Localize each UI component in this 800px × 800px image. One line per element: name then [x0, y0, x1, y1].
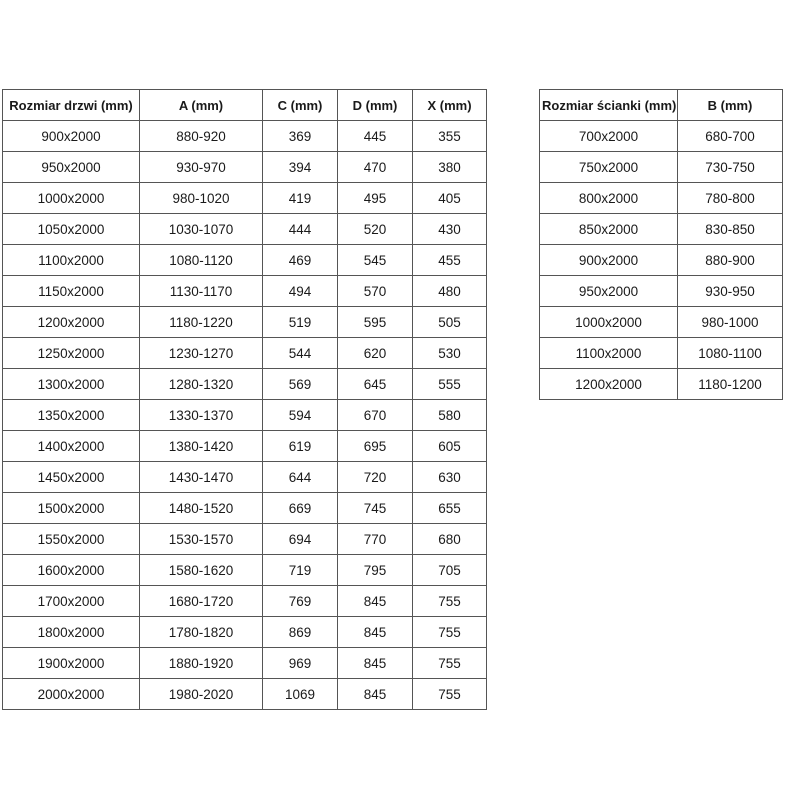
- table-cell: 720: [338, 462, 413, 493]
- table-cell: 430: [413, 214, 487, 245]
- wall-table-body: [540, 121, 783, 400]
- table-cell: 519: [263, 307, 338, 338]
- table-cell: 1800x2000: [3, 617, 140, 648]
- header-row: [3, 90, 487, 121]
- table-cell: 770: [338, 524, 413, 555]
- table-cell: 969: [263, 648, 338, 679]
- table-cell: 1430-1470: [140, 462, 263, 493]
- table-row: [540, 245, 783, 276]
- table-row: [3, 648, 487, 679]
- table-cell: 1080-1100: [678, 338, 783, 369]
- table-cell: 1530-1570: [140, 524, 263, 555]
- column-header-wall-size: Rozmiar ścianki (mm): [540, 90, 678, 121]
- table-cell: 530: [413, 338, 487, 369]
- table-cell: 1100x2000: [3, 245, 140, 276]
- table-cell: 380: [413, 152, 487, 183]
- column-header-d: D (mm): [338, 90, 413, 121]
- column-header-c: C (mm): [263, 90, 338, 121]
- column-header-a: A (mm): [140, 90, 263, 121]
- table-cell: 544: [263, 338, 338, 369]
- door-table-header: [3, 90, 487, 121]
- table-cell: 900x2000: [3, 121, 140, 152]
- column-header-b: B (mm): [678, 90, 783, 121]
- table-cell: 719: [263, 555, 338, 586]
- table-row: [540, 183, 783, 214]
- table-cell: 619: [263, 431, 338, 462]
- table-cell: 930-950: [678, 276, 783, 307]
- table-cell: 1880-1920: [140, 648, 263, 679]
- table-cell: 1200x2000: [3, 307, 140, 338]
- table-cell: 980-1020: [140, 183, 263, 214]
- table-cell: 570: [338, 276, 413, 307]
- table-cell: 950x2000: [3, 152, 140, 183]
- table-cell: 1500x2000: [3, 493, 140, 524]
- table-cell: 495: [338, 183, 413, 214]
- table-cell: 1030-1070: [140, 214, 263, 245]
- table-cell: 469: [263, 245, 338, 276]
- column-header-door-size: Rozmiar drzwi (mm): [3, 90, 140, 121]
- table-cell: 845: [338, 586, 413, 617]
- table-cell: 644: [263, 462, 338, 493]
- table-cell: 605: [413, 431, 487, 462]
- table-cell: 594: [263, 400, 338, 431]
- table-row: [3, 245, 487, 276]
- table-cell: 800x2000: [540, 183, 678, 214]
- table-cell: 780-800: [678, 183, 783, 214]
- table-row: [3, 524, 487, 555]
- table-cell: 595: [338, 307, 413, 338]
- table-cell: 1000x2000: [3, 183, 140, 214]
- door-table-body: [3, 121, 487, 710]
- table-cell: 755: [413, 586, 487, 617]
- table-cell: 1330-1370: [140, 400, 263, 431]
- table-cell: 845: [338, 617, 413, 648]
- table-cell: 1000x2000: [540, 307, 678, 338]
- table-cell: 755: [413, 648, 487, 679]
- table-cell: 630: [413, 462, 487, 493]
- table-row: [3, 462, 487, 493]
- table-cell: 1380-1420: [140, 431, 263, 462]
- table-cell: 1180-1200: [678, 369, 783, 400]
- table-cell: 695: [338, 431, 413, 462]
- table-cell: 455: [413, 245, 487, 276]
- table-cell: 480: [413, 276, 487, 307]
- table-cell: 1069: [263, 679, 338, 710]
- table-cell: 850x2000: [540, 214, 678, 245]
- table-cell: 680: [413, 524, 487, 555]
- table-row: [3, 586, 487, 617]
- table-cell: 1130-1170: [140, 276, 263, 307]
- table-cell: 1580-1620: [140, 555, 263, 586]
- table-cell: 1550x2000: [3, 524, 140, 555]
- wall-table-header: [540, 90, 783, 121]
- table-cell: 1180-1220: [140, 307, 263, 338]
- table-cell: 1150x2000: [3, 276, 140, 307]
- table-row: [3, 400, 487, 431]
- table-row: [3, 493, 487, 524]
- table-cell: 670: [338, 400, 413, 431]
- table-cell: 1680-1720: [140, 586, 263, 617]
- table-cell: 2000x2000: [3, 679, 140, 710]
- table-cell: 655: [413, 493, 487, 524]
- table-cell: 569: [263, 369, 338, 400]
- table-cell: 545: [338, 245, 413, 276]
- table-cell: 405: [413, 183, 487, 214]
- table-cell: 419: [263, 183, 338, 214]
- table-cell: 394: [263, 152, 338, 183]
- table-cell: 1100x2000: [540, 338, 678, 369]
- table-cell: 769: [263, 586, 338, 617]
- table-row: [540, 338, 783, 369]
- table-cell: 1200x2000: [540, 369, 678, 400]
- table-cell: 950x2000: [540, 276, 678, 307]
- table-cell: 645: [338, 369, 413, 400]
- table-cell: 845: [338, 679, 413, 710]
- table-cell: 705: [413, 555, 487, 586]
- table-row: [3, 338, 487, 369]
- table-row: [540, 307, 783, 338]
- column-header-x: X (mm): [413, 90, 487, 121]
- table-cell: 1480-1520: [140, 493, 263, 524]
- table-cell: 1400x2000: [3, 431, 140, 462]
- table-row: [540, 121, 783, 152]
- table-row: [540, 214, 783, 245]
- door-sizes-table: [2, 89, 487, 710]
- table-cell: 694: [263, 524, 338, 555]
- table-row: [3, 276, 487, 307]
- table-cell: 444: [263, 214, 338, 245]
- table-cell: 445: [338, 121, 413, 152]
- table-cell: 830-850: [678, 214, 783, 245]
- table-cell: 1900x2000: [3, 648, 140, 679]
- table-cell: 745: [338, 493, 413, 524]
- table-cell: 1080-1120: [140, 245, 263, 276]
- table-row: [3, 152, 487, 183]
- table-cell: 1600x2000: [3, 555, 140, 586]
- table-cell: 1300x2000: [3, 369, 140, 400]
- table-cell: 1050x2000: [3, 214, 140, 245]
- table-cell: 869: [263, 617, 338, 648]
- table-cell: 755: [413, 679, 487, 710]
- table-cell: 1350x2000: [3, 400, 140, 431]
- table-cell: 555: [413, 369, 487, 400]
- wall-sizes-table: [539, 89, 783, 400]
- table-cell: 1780-1820: [140, 617, 263, 648]
- table-cell: 930-970: [140, 152, 263, 183]
- table-cell: 880-920: [140, 121, 263, 152]
- table-row: [3, 183, 487, 214]
- table-cell: 669: [263, 493, 338, 524]
- table-row: [3, 617, 487, 648]
- table-row: [3, 307, 487, 338]
- table-cell: 494: [263, 276, 338, 307]
- table-cell: 580: [413, 400, 487, 431]
- table-cell: 795: [338, 555, 413, 586]
- table-cell: 470: [338, 152, 413, 183]
- table-cell: 680-700: [678, 121, 783, 152]
- table-cell: 505: [413, 307, 487, 338]
- table-cell: 700x2000: [540, 121, 678, 152]
- table-cell: 520: [338, 214, 413, 245]
- table-cell: 755: [413, 617, 487, 648]
- table-cell: 845: [338, 648, 413, 679]
- table-row: [3, 121, 487, 152]
- table-cell: 620: [338, 338, 413, 369]
- table-cell: 1700x2000: [3, 586, 140, 617]
- table-cell: 1280-1320: [140, 369, 263, 400]
- table-cell: 369: [263, 121, 338, 152]
- table-row: [540, 369, 783, 400]
- table-row: [3, 679, 487, 710]
- table-cell: 900x2000: [540, 245, 678, 276]
- table-cell: 1980-2020: [140, 679, 263, 710]
- table-row: [3, 431, 487, 462]
- table-row: [3, 555, 487, 586]
- table-cell: 750x2000: [540, 152, 678, 183]
- header-row: [540, 90, 783, 121]
- table-row: [3, 369, 487, 400]
- table-cell: 1230-1270: [140, 338, 263, 369]
- table-cell: 1450x2000: [3, 462, 140, 493]
- table-cell: 880-900: [678, 245, 783, 276]
- table-cell: 730-750: [678, 152, 783, 183]
- table-row: [540, 276, 783, 307]
- table-cell: 355: [413, 121, 487, 152]
- table-row: [3, 214, 487, 245]
- table-row: [540, 152, 783, 183]
- table-cell: 980-1000: [678, 307, 783, 338]
- table-cell: 1250x2000: [3, 338, 140, 369]
